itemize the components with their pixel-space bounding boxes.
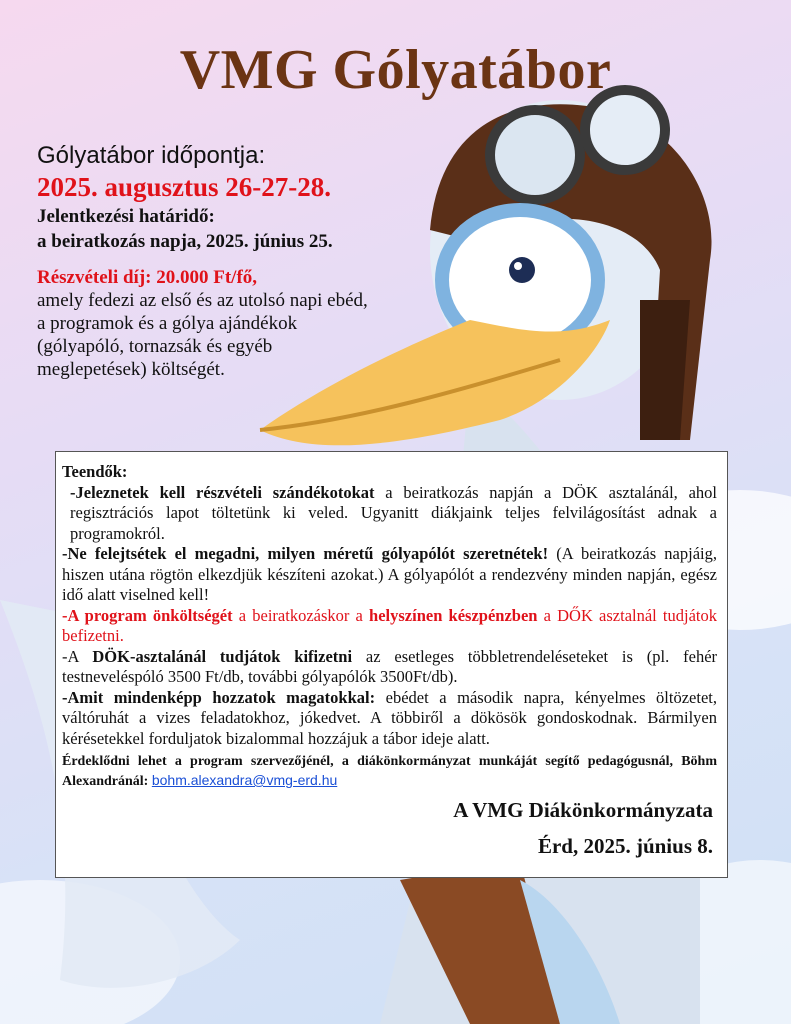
todo-item-text: az esetleges többletrendeléseteket is (pl. fehér testneveléspóló 3500 Ft/db, további gólyapólók 3500Ft/db). xyxy=(62,646,718,686)
deadline-value: a beiratkozás napja, 2025. június 25. xyxy=(37,231,333,252)
fee-line: a programok és a gólya ajándékok xyxy=(37,313,298,334)
todo-item-text: (A beiratkozás napjáig, hiszen utána rögtön elkezdjük készíteni azokat.) A gólyapólót a rendezvény minden napján, egész idő alatt viselned kell! xyxy=(62,544,717,604)
todo-item-text: a beiratkozás napján a DÖK asztalánál, ahol regisztrációs lapot töltetünk ki veled. Ugyanitt diákjaink teljes felvilágosítást adnak a programokról. xyxy=(70,482,717,543)
fee-line: amely fedezi az első és az utolsó napi ebéd, xyxy=(37,290,368,311)
deadline-label: Jelentkezési határidő: xyxy=(37,206,215,227)
date-label: Gólyatábor időpontja: xyxy=(37,142,266,169)
contact-text: Érdeklődni lehet a program szervezőjénél, a diákönkormányzat munkáját segítő pedagógusnál, Böhm Alexandránál: xyxy=(62,754,717,789)
signature: A VMG Diákönkormányzata xyxy=(453,798,713,822)
todo-item-bold: -Ne felejtsétek el megadni, milyen méretű gólyapólót szeretnétek! xyxy=(62,544,549,563)
todo-item-text: -A xyxy=(62,646,93,666)
fee-line: meglepetések) költségét. xyxy=(37,359,225,380)
todo-box xyxy=(55,451,728,878)
todo-item xyxy=(62,544,717,606)
todo-item-bold: -A program önköltségét xyxy=(62,605,233,625)
fee-line: (gólyapóló, tornazsák és egyéb xyxy=(37,336,273,357)
place-date: Érd, 2025. június 8. xyxy=(537,834,713,858)
todo-item xyxy=(62,606,717,647)
todo-item xyxy=(62,483,717,545)
poster-title: VMG Gólyatábor xyxy=(179,39,612,101)
todo-item xyxy=(62,688,717,750)
todo-heading: Teendők: xyxy=(62,462,128,481)
todo-item-bold: -Amit mindenképp hozzatok magatokkal: xyxy=(62,687,376,707)
todo-item-text: ebédet a második napra, kényelmes öltözetet, váltóruhát a vizes feladatokhoz, jókedvet. A többiről a dökösök gondoskodnak. Bármilyen kérésetekkel forduljatok bizalommal hozzájuk a tábor ideje alatt. xyxy=(62,687,717,748)
todo-item-text: a DŐK asztalnál tudjátok befizetni. xyxy=(62,605,718,645)
contact-email-link[interactable]: bohm.alexandra@vmg-erd.hu xyxy=(151,772,338,788)
todo-item-text: a beiratkozáskor a xyxy=(232,605,370,625)
fee: Részvételi díj: 20.000 Ft/fő, xyxy=(37,267,258,288)
todo-item xyxy=(62,647,717,688)
todo-item-bold: -Jeleznetek kell részvételi szándékotokat xyxy=(70,482,375,502)
todo-item-bold: DÖK-asztalánál tudjátok kifizetni xyxy=(92,646,353,666)
intro-section xyxy=(37,142,427,381)
todo-item-bold: helyszínen készpénzben xyxy=(369,605,538,625)
contact-note xyxy=(62,752,717,791)
camp-date: 2025. augusztus 26-27-28. xyxy=(37,172,332,202)
